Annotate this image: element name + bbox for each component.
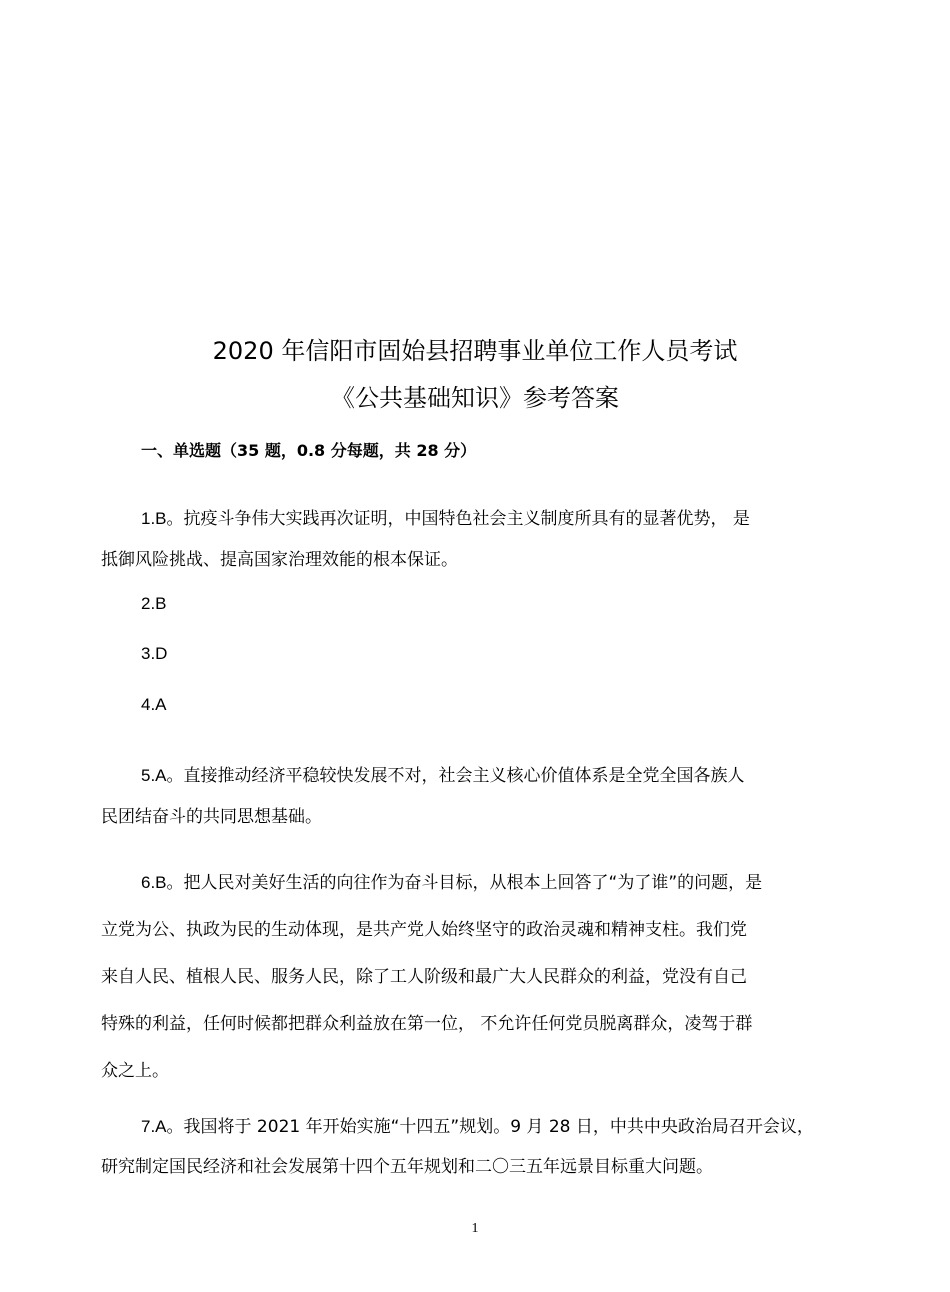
answer-number: 5.A	[141, 766, 167, 785]
answer-text: 。直接推动经济平稳较快发展不对，社会主义核心价值体系是全党全国各族人	[166, 766, 745, 786]
answer-6	[101, 859, 861, 1095]
answer-text: 。抗疫斗争伟大实践再次证明，中国特色社会主义制度所具有的显著优势， 是	[166, 509, 750, 529]
answer-line: 众之上。	[101, 1061, 169, 1081]
answer-line	[101, 498, 861, 540]
answer-line	[101, 755, 861, 797]
answer-line: 研究制定国民经济和社会发展第十四个五年规划和二〇三五年远景目标重大问题。	[101, 1157, 713, 1177]
answer-number: 3.D	[141, 644, 168, 663]
answer-line: 抵御风险挑战、提高国家治理效能的根本保证。	[101, 550, 458, 570]
answer-4	[101, 693, 861, 717]
answer-line: 民团结奋斗的共同思想基础。	[101, 807, 322, 827]
answer-line: 来自人民、植根人民、服务人民，除了工人阶级和最广大人民群众的利益，党没有自己	[101, 967, 747, 987]
answer-number: 1.B	[141, 509, 167, 528]
answer-number: 4.A	[141, 695, 167, 714]
section-heading: 一、单选题（35 题，0.8 分每题，共 28 分）	[141, 441, 477, 460]
answer-number: 7.A	[141, 1117, 167, 1136]
answer-text: 。我国将于 2021 年开始实施“十四五”规划。9 月 28 日，中共中央政治局召开会议，	[166, 1117, 814, 1137]
answer-7	[101, 1107, 861, 1187]
answer-2	[101, 592, 861, 616]
answer-text: 。把人民对美好生活的向往作为奋斗目标，从根本上回答了“为了谁”的问题，是	[166, 873, 763, 893]
answer-line	[101, 1107, 861, 1147]
answer-3	[101, 642, 861, 666]
answer-number: 2.B	[141, 594, 167, 613]
answer-line	[101, 642, 861, 666]
document-title: 2020 年信阳市固始县招聘事业单位工作人员考试	[212, 337, 738, 365]
answer-line	[101, 693, 861, 717]
answer-line	[101, 592, 861, 616]
answer-line: 特殊的利益，任何时候都把群众利益放在第一位， 不允许任何党员脱离群众，凌驾于群	[101, 1014, 753, 1034]
page-number: 1	[471, 1221, 479, 1236]
answer-1	[101, 498, 861, 581]
answer-line	[101, 859, 861, 907]
answer-5	[101, 755, 861, 838]
document-subtitle: 《公共基础知识》参考答案	[331, 384, 619, 412]
answer-number: 6.B	[141, 873, 167, 892]
answer-line: 立党为公、执政为民的生动体现，是共产党人始终坚守的政治灵魂和精神支柱。我们党	[101, 920, 747, 940]
